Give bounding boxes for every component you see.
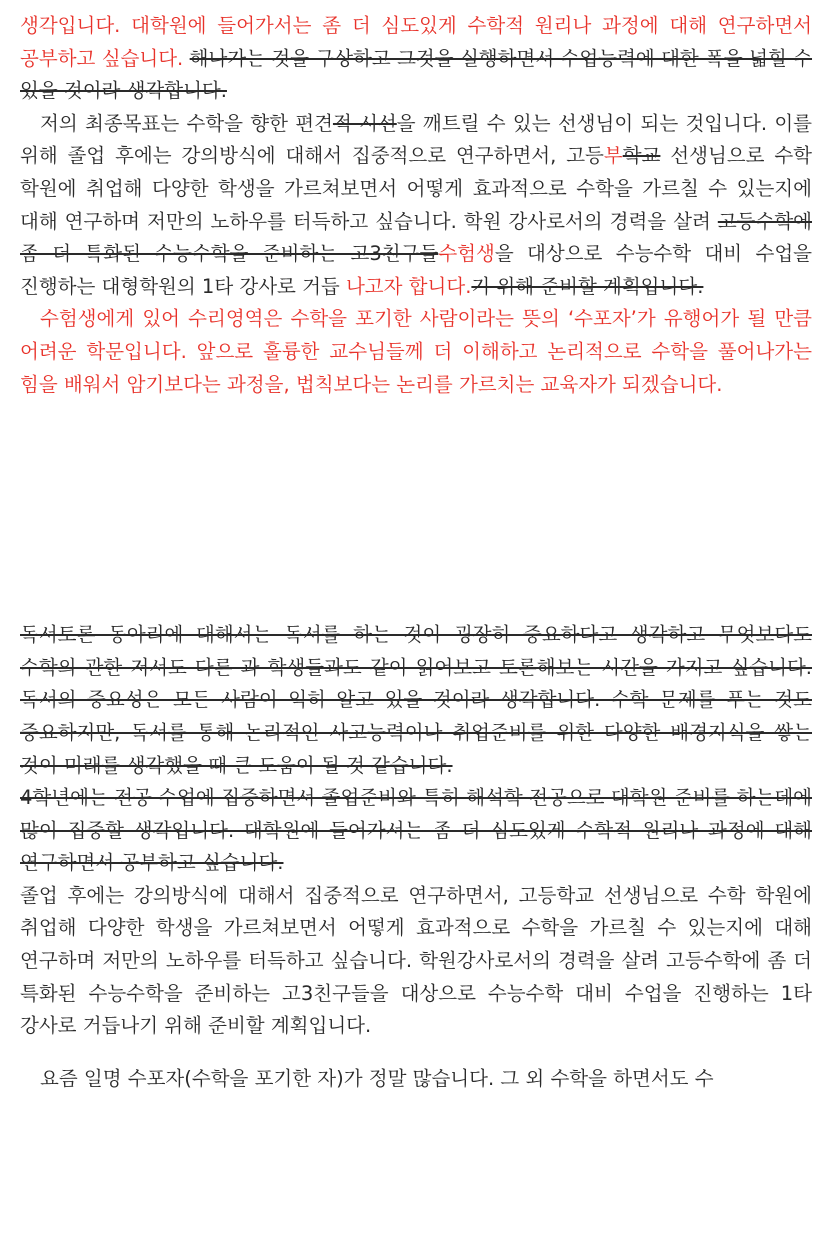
- paragraph-math-givers: 요즘 일명 수포자(수학을 포기한 자)가 정말 많습니다. 그 외 수학을 하면서도 수: [40, 1066, 714, 1090]
- inserted-text: 나고자 합니다.: [345, 274, 472, 298]
- page-break-gap: [20, 401, 812, 619]
- paragraph-after-graduation: 졸업 후에는 강의방식에 대해서 집중적으로 연구하면서, 고등학교 선생님으로 수학 학원에 취업해 다양한 학생을 가르쳐보면서 어떻게 효과적으로 수학을 가르칠 수 있는지에 대해 연구하며 저만의 노하우를 터득하고 싶습니다. 학원강사로서의 경력을 살려 고등수학에 좀 더 특화된 수능수학을 준비하는 고3친구들을 대상으로 수능수학 대비 수업을 진행하는 1타 강사로 거듭나기 위해 준비할 계획입니다.: [20, 883, 812, 1038]
- inserted-text: 수험생: [438, 242, 495, 266]
- deleted-text: 해나가는 것을 구상하고 그것을 실행하면서 수업능력에 대한 폭을 넓힐 수 있을 것이라 생각합니다.: [20, 46, 813, 103]
- body-text: 을 깨트릴 수 있는 선생님이 되는 것입니다. 이를 위해 졸업 후에는 강의방식에 대해서 집중적으로 연구하면서, 고등: [20, 111, 812, 168]
- body-text: 저의 최종목표는 수학을 향한 편견: [40, 111, 333, 135]
- paragraph-graduate-plan: [20, 10, 812, 108]
- inserted-text: 부: [603, 144, 623, 168]
- body-text: 을 대상으로 수능수학 대비 수업을 진행하는 대형학원의 1타 강사로 거듭: [20, 242, 813, 298]
- deleted-text: 적 시선: [332, 111, 397, 135]
- paragraph-educator-vision: 수험생에게 있어 수리영역은 수학을 포기한 사람이라는 뜻의 ‘수포자’가 유행어가 될 만큼 어려운 학문입니다. 앞으로 훌륭한 교수님들께 더 이해하고 논리적으로 수학을 풀어나가는 힘을 배워서 암기보다는 과정을, 법칙보다는 논리를 가르치는 교육자가 되겠습니다.: [20, 307, 812, 396]
- body-text: 선생님으로 수학 학원에 취업해 다양한 학생을 가르쳐보면서 어떻게 효과적으로 수학을 가르칠 수 있는지에 대해 연구하며 저만의 노하우를 터득하고 싶습니다. 학원 강사로서의 경력을 살려: [20, 144, 812, 233]
- deleted-text: 고등수학에 좀 더 특화된 수능수학을 준비하는 고3친구들: [20, 209, 812, 266]
- deleted-text: 기 위해 준비할 계획입니다.: [471, 274, 704, 298]
- inserted-text: 생각입니다. 대학원에 들어가서는 좀 더 심도있게 수학적 원리나 과정에 대해 연구하면서 공부하고 싶습니다.: [20, 14, 812, 70]
- paragraph-reading-club: 독서토론 동아리에 대해서는 독서를 하는 것이 굉장히 중요하다고 생각하고 무엇보다도 수학의 관한 저서도 다른 과 학생들과도 같이 읽어보고 토론해보는 시간을 가지고 싶습니다. 독서의 중요성은 모든 사람이 익히 알고 있을 것이라 생각합니다. 수학 문제를 푸는 것도 중요하지만, 독서를 통해 논리적인 사고능력이나 취업준비를 위한 다양한 배경지식을 쌓는 것이 미래를 생각했을 때 큰 도움이 될 것 같습니다.: [20, 623, 812, 777]
- paragraph-fourth-year: 4학년에는 전공 수업에 집중하면서 졸업준비와 특히 해석학 전공으로 대학원 준비를 하는데에 많이 집중할 생각입니다. 대학원에 들어가서는 좀 더 심도있게 수학적 원리나 과정에 대해 연구하면서 공부하고 싶습니다.: [20, 786, 812, 875]
- deleted-text: 학교: [622, 144, 661, 168]
- blank-line: [20, 1043, 812, 1063]
- paragraph-final-goal: [20, 108, 812, 304]
- document-page: [20, 10, 812, 1095]
